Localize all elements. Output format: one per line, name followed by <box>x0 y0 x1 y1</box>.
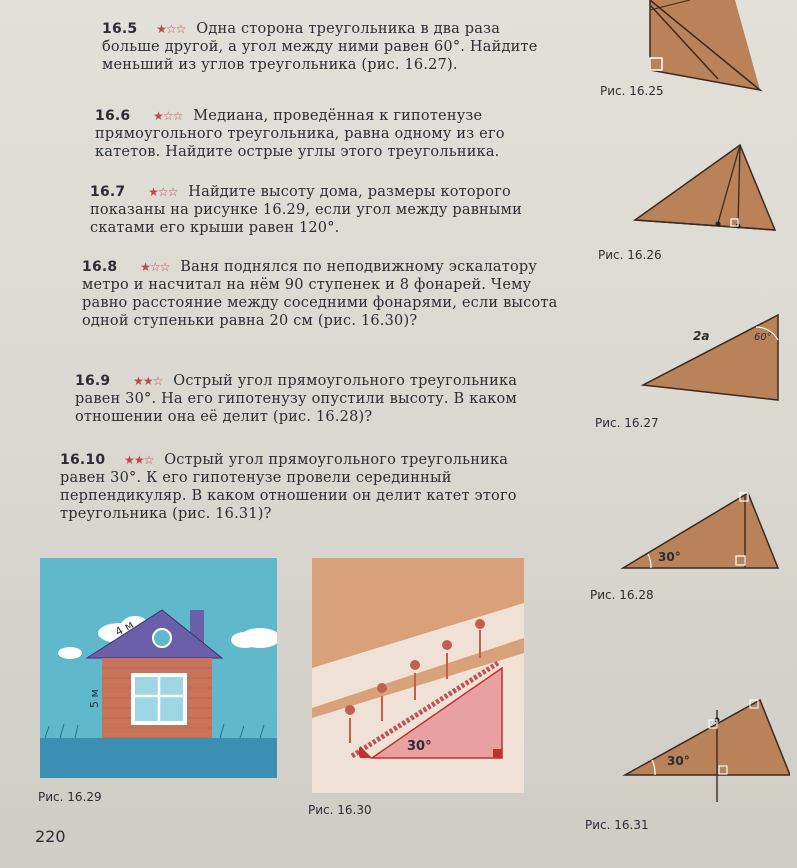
label-60-degrees: 60° <box>754 332 772 343</box>
problem-number: 16.6 <box>95 108 131 124</box>
caption-16-27: Рис. 16.27 <box>595 416 659 430</box>
problem-16-10 <box>60 451 555 523</box>
caption-16-28: Рис. 16.28 <box>590 588 654 602</box>
problem-number: 16.5 <box>102 21 138 37</box>
label-30-degrees: 30° <box>658 550 681 564</box>
problem-16-8 <box>82 258 560 330</box>
problem-text: Одна сторона треугольника в два раза больше другой, а угол между ними равен 60°. Найдите меньший из углов треугольника (рис. 16.27). <box>102 21 538 73</box>
difficulty-stars: ★★☆ <box>133 374 163 388</box>
problem-16-9 <box>75 372 555 426</box>
label-30-degrees: 30° <box>667 754 690 768</box>
caption-16-30: Рис. 16.30 <box>308 803 372 817</box>
problem-text: Найдите высоту дома, размеры которого показаны на рисунке 16.29, если угол между равными скатами его крыши равен 120°. <box>90 184 523 236</box>
figure-16-29 <box>40 558 277 778</box>
problem-number: 16.7 <box>90 184 126 200</box>
difficulty-stars: ★☆☆ <box>148 185 178 199</box>
problem-text: Медиана, проведённая к гипотенузе прямоугольного треугольника, равна одному из его катетов. Найдите острые углы этого треугольника. <box>95 108 505 160</box>
figure-16-28 <box>618 488 783 573</box>
figure-16-27 <box>638 305 788 405</box>
problem-text: Ваня поднялся по неподвижному эскалатору метро и насчитал на нём 90 ступенек и 8 фонарей. Чему равно расстояние между соседними фонарями, если высота одной ступеньки равна 20 см (рис. 16.30)? <box>82 259 558 329</box>
problem-16-5 <box>102 20 562 74</box>
caption-16-25: Рис. 16.25 <box>600 84 664 98</box>
difficulty-stars: ★☆☆ <box>156 22 186 36</box>
label-4m: 4 м <box>113 617 136 639</box>
difficulty-stars: ★☆☆ <box>153 109 183 123</box>
figure-16-30 <box>312 558 524 793</box>
difficulty-stars: ★☆☆ <box>140 260 170 274</box>
problem-16-6 <box>95 107 560 161</box>
label-30-degrees: 30° <box>407 739 432 754</box>
figure-16-25 <box>640 0 770 95</box>
difficulty-stars: ★★☆ <box>124 453 154 467</box>
figure-16-26 <box>630 135 780 240</box>
problem-number: 16.8 <box>82 259 118 275</box>
caption-16-26: Рис. 16.26 <box>598 248 662 262</box>
problem-number: 16.10 <box>60 452 106 468</box>
problem-text: Острый угол прямоугольного треугольника равен 30°. На его гипотенузу опустили высоту. В каком отношении она её делит (рис. 16.28)? <box>75 373 518 425</box>
problem-text: Острый угол прямоугольного треугольника равен 30°. К его гипотенузе провели серединный перпендикуляр. В каком отношении он делит катет этого треугольника (рис. 16.31)? <box>60 452 517 522</box>
label-2a: 2a <box>693 329 710 343</box>
caption-16-29: Рис. 16.29 <box>38 790 102 804</box>
label-5m: 5 м <box>88 689 101 708</box>
problem-16-7 <box>90 183 560 237</box>
page-number: 220 <box>35 827 66 846</box>
figure-16-31 <box>620 690 790 805</box>
caption-16-31: Рис. 16.31 <box>585 818 649 832</box>
problem-number: 16.9 <box>75 373 111 389</box>
